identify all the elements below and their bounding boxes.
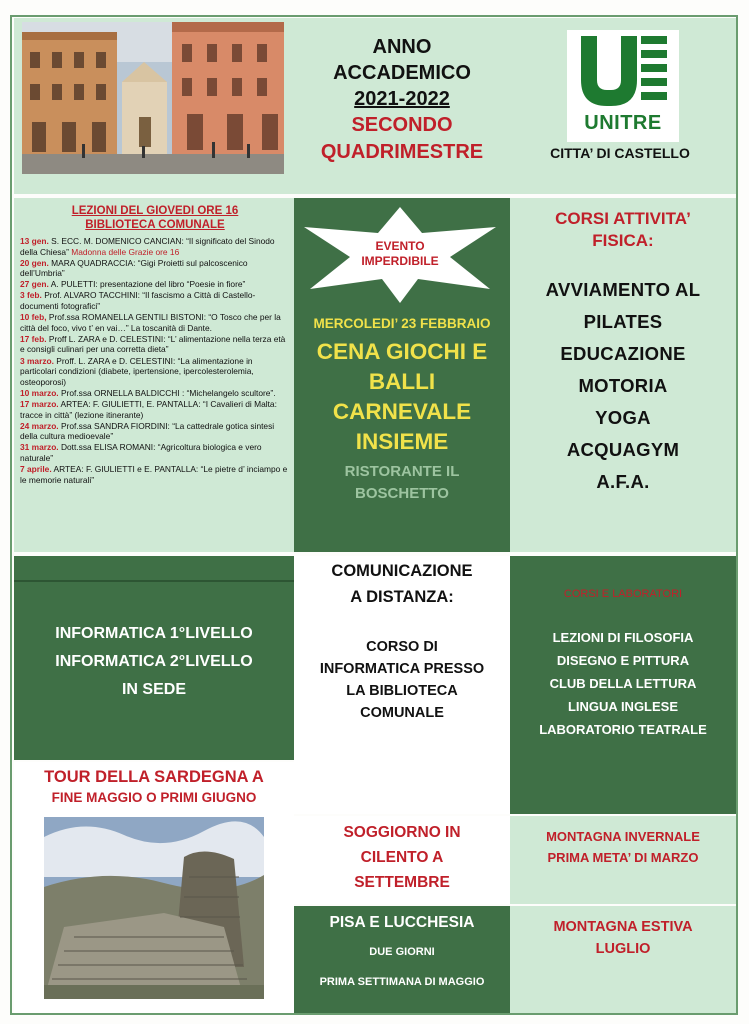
remote-panel [294, 556, 510, 814]
winter-line: MONTAGNA INVERNALE [546, 829, 700, 844]
unitre-logo-icon [567, 30, 679, 112]
divider [14, 580, 294, 582]
informatica-item: IN SEDE [121, 681, 186, 698]
physical-item: PILATES [583, 311, 663, 332]
lecture-item: 7 aprile. ARTEA: F. GIULIETTI e E. PANTALLA: “Le pietre d’ inciampo e le memorie naturali” [20, 463, 288, 485]
informatica-item: INFORMATICA 1°LIVELLO [55, 625, 253, 642]
lectures-list [20, 236, 290, 485]
lecture-item: 3 feb. Prof. ALVARO TACCHINI: “Il fascismo a Città di Castello-documenti fotografici” [20, 290, 256, 312]
remote-title-1: COMUNICAZIONE [331, 562, 473, 580]
lecture-item: 13 gen. S. ECC. M. DOMENICO CANCIAN: “Il significato del Sinodo della Chiesa” Madonna delle Grazie ore 16 [20, 236, 275, 257]
year-title-line-3: 2021-2022 [354, 88, 450, 110]
physical-item: AVVIAMENTO AL [545, 279, 701, 300]
logo-wordmark: UNITRE [584, 112, 662, 134]
city-name: CITTA’ DI CASTELLO [550, 145, 690, 161]
event-title: CENA GIOCHI E BALLI CARNEVALE INSIEME [316, 339, 488, 454]
nuraghe-photo [44, 817, 264, 999]
year-title-line-2: ACCADEMICO [333, 62, 471, 84]
summer-line: LUGLIO [595, 941, 651, 957]
cilento-line: SETTEMBRE [354, 874, 450, 891]
summer-mountain-panel [510, 906, 736, 1014]
labs-title: CORSI E LABORATORI [563, 588, 683, 600]
remote-title-2: A DISTANZA: [350, 588, 454, 606]
year-title-line-1: ANNO [372, 36, 432, 58]
lab-item: LINGUA INGLESE [567, 699, 679, 714]
labs-panel [510, 556, 736, 814]
physical-item: YOGA [595, 407, 651, 428]
physical-item: EDUCAZIONE [560, 343, 686, 364]
pisa-when: PRIMA SETTIMANA DI MAGGIO [319, 976, 485, 988]
lectures-heading-2: BIBLIOTECA COMUNALE [85, 219, 225, 231]
physical-title-2: FISICA: [592, 231, 654, 250]
lecture-item: 3 marzo. Proff. L. ZARA e D. CELESTINI: “La alimentazione in particolari condizioni (diabete, ipertensione, ipercolesterolemia, osteoporosi) [20, 355, 254, 387]
lecture-item: 17 feb. Proff L. ZARA e D. CELESTINI: “L’ alimentazione nella terza età e consigli culinari per una corretta dieta” [20, 333, 286, 355]
lecture-item: 20 gen. MARA QUADRACCIA: “Gigi Proietti sul palcoscenico dell’Umbria” [20, 257, 248, 279]
informatica-item: INFORMATICA 2°LIVELLO [55, 653, 253, 670]
lectures-panel [14, 198, 294, 552]
lab-item: LEZIONI DI FILOSOFIA [552, 630, 694, 645]
town-square-photo [22, 22, 284, 174]
lecture-item: 24 marzo. Prof.ssa SANDRA FIORDINI: “La cattedrale gotica sintesi della cultura medioevale” [20, 420, 275, 442]
physical-list [510, 274, 736, 498]
lecture-item: 10 feb, Prof.ssa ROMANELLA GENTILI BISTONI: “O Tosco che per la città del foco, vivo t’ en vai…” La toscanità di Dante. [20, 312, 281, 333]
lectures-heading-1: LEZIONI DEL GIOVEDI ORE 16 [71, 205, 239, 217]
lecture-item: 10 marzo. Prof.ssa ORNELLA BALDICCHI : “Michelangelo scultore”. [20, 387, 276, 398]
physical-courses-panel [510, 198, 736, 552]
lecture-item: 27 gen. A. PULETTI: presentazione del libro “Poesie in fiore” [20, 279, 246, 290]
physical-item: A.F.A. [596, 471, 650, 492]
event-place: RISTORANTE IL BOSCHETTO [344, 463, 460, 502]
labs-list [510, 626, 736, 741]
physical-item: MOTORIA [578, 375, 668, 396]
lecture-item: 31 marzo. Dott.ssa ELISA ROMANI: “Agricoltura biologica e vero naturale” [20, 442, 262, 463]
event-date: MERCOLEDI’ 23 FEBBRAIO [313, 316, 491, 331]
tour-subtitle: FINE MAGGIO O PRIMI GIUGNO [51, 790, 257, 805]
remote-body: CORSO DI INFORMATICA PRESSO LA BIBLIOTECA COMUNALE [319, 639, 485, 721]
event-badge [300, 205, 500, 305]
informatica-panel [14, 556, 294, 760]
cilento-line: SOGGIORNO IN [343, 824, 461, 841]
lab-item: DISEGNO E PITTURA [556, 653, 690, 668]
tour-title: TOUR DELLA SARDEGNA A [44, 768, 264, 786]
title-panel [294, 18, 510, 194]
winter-line: PRIMA META’ DI MARZO [547, 850, 699, 865]
event-details [294, 316, 510, 552]
lab-item: CLUB DELLA LETTURA [549, 676, 697, 691]
cilento-panel [294, 816, 510, 904]
lecture-item: 17 marzo. ARTEA: F. GIULIETTI, E. PANTALLA: “I Cavalieri di Malta: tracce in città” (lezione itinerante) [20, 398, 277, 420]
semester-line-2: QUADRIMESTRE [320, 141, 484, 163]
pisa-title: PISA E LUCCHESIA [329, 914, 475, 931]
winter-mountain-panel [510, 816, 736, 904]
summer-line: MONTAGNA ESTIVA [553, 919, 693, 935]
physical-item: ACQUAGYM [566, 439, 680, 460]
lab-item: LABORATORIO TEATRALE [539, 722, 707, 737]
pisa-panel [294, 906, 510, 1014]
physical-title-1: CORSI ATTIVITA’ [555, 209, 691, 228]
semester-line-1: SECONDO [351, 114, 453, 136]
cilento-line: CILENTO A [360, 849, 444, 866]
pisa-days: DUE GIORNI [369, 946, 435, 958]
unitre-logo [567, 30, 679, 142]
event-badge-text: EVENTO IMPERDIBILE [361, 239, 439, 268]
